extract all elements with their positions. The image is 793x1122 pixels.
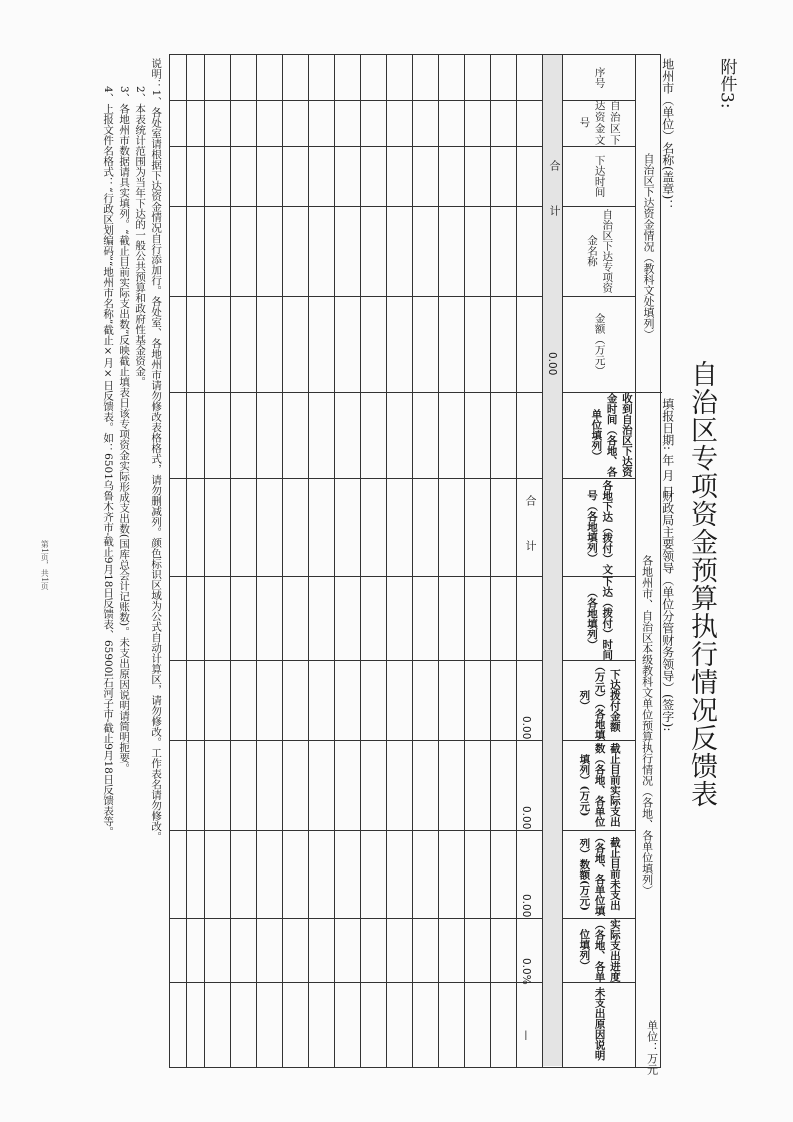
total-spent: 0.00 xyxy=(520,806,532,830)
header-progress: 实际支出进度（各地、各单位填列） xyxy=(578,918,621,982)
header-local-doc: 各地下达（拨付）文号（各地填列） xyxy=(586,479,614,575)
prefecture-label: 地州市（单位）名称(盖章)： xyxy=(660,58,675,212)
attachment-label: 附件3: xyxy=(716,58,737,109)
note-3: 3、各地州市数据请具实填列。“截止目前实际支出数”反映截止填表日该专项资金实际形成支出数(国库总会计记账数)。未支出原因说明请简明扼要。 xyxy=(118,86,131,774)
header-fund-name: 自治区下达专项资金名称 xyxy=(586,209,614,293)
note-2: 2、本表统计范围为当年下达的一般公共预算和政府性基金资金。 xyxy=(134,86,147,387)
header-amount: 金额（万元） xyxy=(593,312,606,376)
group-header-region-issued: 自治区下达资金情况（教科文处填列） xyxy=(641,152,655,340)
total-reason: — xyxy=(520,1030,532,1041)
header-local-time: 下达（拨付）时间（各地填列） xyxy=(586,576,614,660)
header-reason: 未支出原因说明 xyxy=(593,987,606,1061)
signature-line: 各地州市、自治区本级教科文单位预算执行情况（各地、各单位填列） xyxy=(640,555,654,896)
header-seq: 序号 xyxy=(593,66,606,88)
header-unspent: 截止目前未支出（各地、各单位填列）数额(万元) xyxy=(578,832,621,916)
unit-label: 单位：万元 xyxy=(645,1020,659,1075)
header-spent: 截止目前实际支出数（各地、各单位填列）(万元) xyxy=(578,743,621,827)
note-1: 说明：1、各处室请根据下达资金情况自行添加行。各处室、各地州市请勿修改表格格式，请勿删减列。颜色标识区域为公式自动计算区，请勿修改。工作表名请勿修改。 xyxy=(150,58,163,842)
total-label-1: 合 计 xyxy=(548,160,561,220)
total-local-amount: 0.00 xyxy=(520,716,532,740)
total-label-2: 合 计 xyxy=(524,495,537,555)
header-receive-time: 收到自治区下达资金时间（各地、各单位填列） xyxy=(590,393,633,477)
header-doc-no: 自治区下达资金文号 xyxy=(578,100,621,146)
page-footer: 第1页，共1页 xyxy=(40,540,50,591)
header-issue-time: 下达时间 xyxy=(593,155,606,197)
header-local-amount: 下达拨付金额（万元）（各地填列） xyxy=(578,660,621,740)
page-title: 自治区专项资金预算执行情况反馈表 xyxy=(686,360,718,808)
total-amount: 0.00 xyxy=(546,352,558,376)
leader-sign: 财政局主要领导（单位分管财务领导）(签字): xyxy=(660,490,675,732)
note-4: 4、上报文件名格式：“行政区划编码”“地州市名称”截止×月×日反馈表。如：6501乌鲁木齐市-截止9月18日反馈表、65900l石河子市-截止9月18日反馈表等。 xyxy=(102,86,115,837)
total-progress: 0.0% xyxy=(520,958,532,985)
fill-date: 填报日期: 年 月 日 xyxy=(660,398,675,498)
total-unspent: 0.00 xyxy=(520,894,532,918)
